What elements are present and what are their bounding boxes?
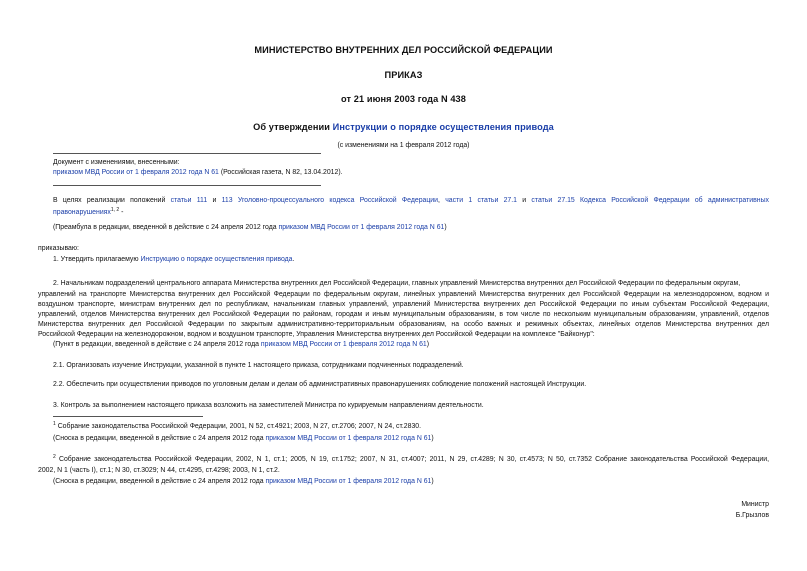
changes-order-link[interactable]: приказом МВД России от 1 февраля 2012 года N 61 — [53, 169, 219, 176]
item-2-1: 2.1. Организовать изучение Инструкции, указанной в пункте 1 настоящего приказа, сотрудниками подчиненных подразделений. — [53, 362, 464, 369]
document-type-heading: ПРИКАЗ — [384, 70, 423, 80]
footnote-2-mark: 2 — [53, 454, 56, 460]
item2-order-link[interactable]: приказом МВД России от 1 февраля 2012 года N 61 — [260, 341, 427, 348]
item2-line-5: Министерства внутренних дел Российской Федерации по закрытым административно-территориальным образованиям, на особо важных и режимных объектах, линейных отделов Министерства внутренних дел — [38, 321, 769, 328]
footnote-2-line-2: 2002, N 1 (часть I), ст.1; N 30, ст.3029; N 44, ст.4295, ст.4298; 2003, N 1, ст.2. — [38, 467, 280, 474]
preamble-edit-note: (Преамбула в редакции, введенной в действие с 24 апреля 2012 года приказом МВД России от 1 февраля 2012 года N 61) — [53, 224, 447, 231]
item-3: 3. Контроль за выполнением настоящего приказа возложить на заместителей Министра по курируемым направлениям деятельности. — [53, 402, 484, 409]
footnote-2-edit-note: (Сноска в редакции, введенной в действие с 24 апреля 2012 года приказом МВД России от 1 февраля 2012 года N 61) — [53, 478, 434, 485]
item-1: 1. Утвердить прилагаемую Инструкцию о порядке осуществления привода. — [53, 256, 295, 263]
koap-link[interactable]: правонарушениях — [53, 209, 111, 216]
article-27-15-link[interactable]: статьи 27.15 Кодекса Российской Федерации об административных — [531, 197, 769, 204]
footnote-marks: 1, 2 — [110, 207, 120, 213]
footnotes-divider — [53, 416, 203, 417]
orders-word: приказываю: — [38, 245, 79, 252]
item2-line-2: управлений на транспорте Министерства внутренних дел Российской Федерации по федеральным округам, линейных управлений Министерства внутренних дел Российской Федерации на железнодорожном, водном и — [38, 291, 769, 298]
footnote1-order-link[interactable]: приказом МВД России от 1 февраля 2012 года N 61 — [265, 435, 432, 442]
footnote-1-edit-note: (Сноска в редакции, введенной в действие с 24 апреля 2012 года приказом МВД России от 1 февраля 2012 года N 61) — [53, 435, 434, 442]
ministry-heading: МИНИСТЕРСТВО ВНУТРЕННИХ ДЕЛ РОССИЙСКОЙ ФЕДЕРАЦИИ — [254, 45, 553, 55]
item-2-2: 2.2. Обеспечить при осуществлении приводов по уголовным делам и делам об административных правонарушениях соблюдение положений настоящей Инструкции. — [53, 381, 587, 388]
preamble-order-link[interactable]: приказом МВД России от 1 февраля 2012 года N 61 — [278, 224, 445, 231]
title-prefix: Об утверждении — [253, 122, 333, 132]
item2-line-6: Российской Федерации на железнодорожном, водном и воздушном транспорте, Управления Министерства внутренних дел Российской Федерации на комплексе "Байконур": — [38, 331, 595, 338]
changes-source-text: (Российская газета, N 82, 13.04.2012). — [218, 169, 343, 176]
article-111-link[interactable]: статьи 111 — [170, 197, 208, 204]
signature-position: Министр — [741, 501, 769, 508]
article-113-link[interactable]: 113 Уголовно-процессуального кодекса Российской Федерации — [221, 197, 439, 204]
changes-label: Документ с изменениями, внесенными: — [53, 159, 180, 166]
changes-bottom-divider — [53, 185, 321, 186]
amended-note: (с изменениями на 1 февраля 2012 года) — [337, 142, 470, 149]
footnote-1-mark: 1 — [53, 421, 56, 427]
article-27-1-link[interactable]: части 1 статьи 27.1 — [445, 197, 517, 204]
item2-line-1: 2. Начальникам подразделений центрального аппарата Министерства внутренних дел Российской Федерации, главных управлений Министерства внутренних дел Российской Федерации по федеральным округам, — [53, 280, 741, 287]
item2-line-3: воздушном транспорте, министрам внутренних дел по республикам, начальникам главных управлений, управлений Министерства внутренних дел Российской Федерации по иным субъектам Российской Федерации, — [38, 301, 769, 308]
preamble-line-2: правонарушениях$^{1, 2}$ - — [53, 207, 124, 216]
instruction-title-link[interactable]: Инструкции о порядке осуществления привода — [332, 122, 554, 132]
footnote2-order-link[interactable]: приказом МВД России от 1 февраля 2012 года N 61 — [265, 478, 432, 485]
document-title — [0, 122, 807, 132]
document-date-number: от 21 июня 2003 года N 438 — [341, 94, 466, 104]
signature-name: Б.Грызлов — [735, 512, 769, 519]
changes-top-divider — [53, 153, 321, 154]
footnote-1: $^1$ Собрание законодательства Российской Федерации, 2001, N 52, ст.4921; 2003, N 27, ст.2706; 2007, N 24, ст.2830. — [53, 421, 422, 430]
footnote-2-line-1: $^2$ Собрание законодательства Российской Федерации, 2002, N 1, ст.1; 2005, N 19, ст.1752; 2007, N 31, ст.4007; 2011, N 29, ст.4289; N 30, ст.4573; N 50, ст.7352 Собрание законодательства Российской Федерации, — [53, 454, 769, 463]
item1-instruction-link[interactable]: Инструкцию о порядке осуществления привода — [140, 256, 293, 263]
preamble-line-1: В целях реализации положений статьи 111 и 113 Уголовно-процессуального кодекса Российской Федерации, части 1 статьи 27.1 и статьи 27.15 Кодекса Российской Федерации об административных — [53, 197, 769, 204]
changes-source — [53, 168, 343, 178]
item2-line-4: управлений, отделов Министерства внутренних дел Российской Федерации по районам, городам и иным муниципальным образованиям, в том числе по нескольким муниципальным образованиям, управлений, отделов — [38, 311, 769, 318]
item2-edit-note: (Пункт в редакции, введенной в действие с 24 апреля 2012 года приказом МВД России от 1 февраля 2012 года N 61) — [53, 341, 430, 348]
